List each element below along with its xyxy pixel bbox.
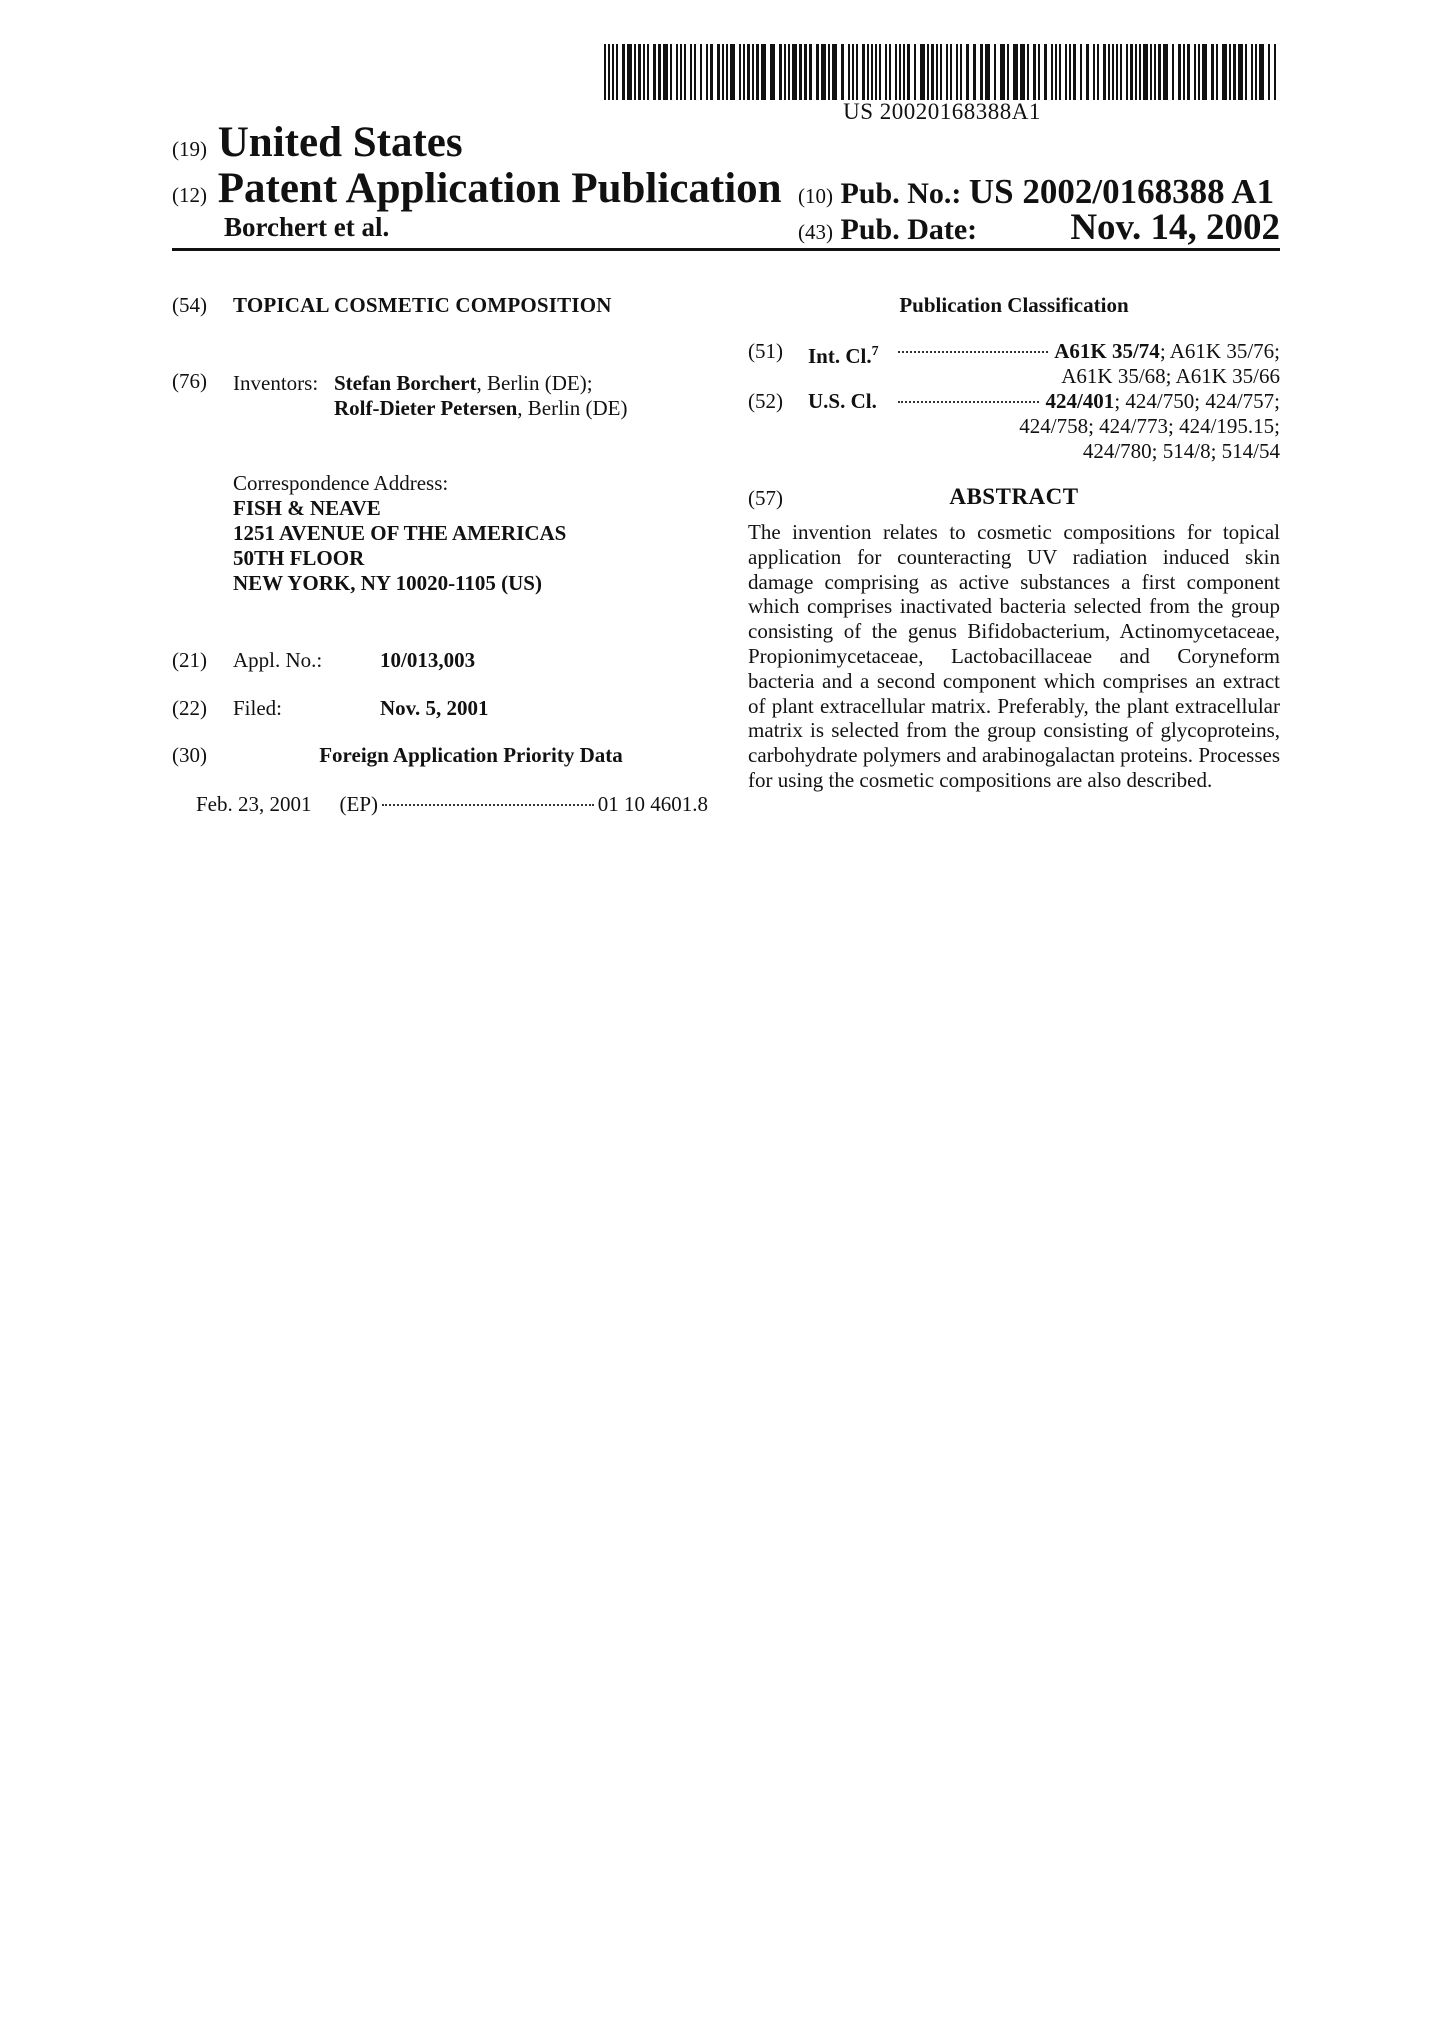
- inid-code-10: (10): [798, 184, 833, 208]
- publication-date-line: [798, 207, 1280, 252]
- publication-classification-heading: Publication Classification: [899, 293, 1129, 317]
- int-cl-label-text: Int. Cl.: [808, 344, 872, 368]
- int-cl-secondary: ; A61K 35/76;: [1159, 339, 1280, 363]
- int-cl-primary: A61K 35/74: [1054, 339, 1160, 363]
- publication-number: US 2002/0168388 A1: [968, 172, 1275, 211]
- inventor-1-name: Stefan Borchert: [334, 371, 477, 395]
- inventor-2-location: , Berlin (DE): [517, 396, 628, 420]
- inid-code-30: (30): [172, 743, 207, 767]
- correspondence-label: Correspondence Address:: [233, 471, 449, 495]
- inid-code-52: (52): [748, 389, 783, 413]
- publication-date: Nov. 14, 2002: [1070, 207, 1280, 248]
- abstract-heading: ABSTRACT: [949, 484, 1079, 509]
- publication-number-label: Pub. No.:: [840, 177, 962, 210]
- us-cl-label: U.S. Cl.: [808, 389, 877, 413]
- inventor-1: [334, 371, 593, 396]
- inid-code-22: (22): [172, 696, 207, 720]
- us-cl-continuation: 424/758; 424/773; 424/195.15;: [1019, 414, 1280, 438]
- inid-code-12: (12): [172, 183, 207, 207]
- inid-code-76: (76): [172, 369, 207, 393]
- inid-code-51: (51): [748, 339, 783, 363]
- invention-title: TOPICAL COSMETIC COMPOSITION: [233, 293, 612, 317]
- dot-leader: [382, 804, 594, 806]
- filed-date: Nov. 5, 2001: [380, 696, 489, 720]
- authors: Borchert et al.: [224, 212, 390, 242]
- int-cl-row: [892, 339, 1280, 364]
- inid-code-19: (19): [172, 137, 207, 161]
- inventor-1-location: , Berlin (DE);: [476, 371, 593, 395]
- correspondence-line: 1251 AVENUE OF THE AMERICAS: [233, 521, 567, 545]
- priority-number: 01 10 4601.8: [597, 792, 708, 816]
- inventor-2-name: Rolf-Dieter Petersen: [334, 396, 518, 420]
- inventor-2: [334, 396, 628, 421]
- publication-type: Patent Application Publication: [217, 165, 782, 212]
- country: United States: [217, 119, 463, 166]
- correspondence-line: FISH & NEAVE: [233, 496, 381, 520]
- abstract-text: The invention relates to cosmetic compositions for topical application for counteracting UV radiation induced skin damage comprising as active substances a first component which comprises inactivated bacteria selected from the group consisting of the genus Bifidobacterium, Actinomycetaceae, Propionimycetaceae, Lactobacillaceae and Coryneform bacteria and a second component which comprises an extract of plant extracellular matrix. Preferably, the plant extracellular matrix is selected from the group consisting of glycoproteins, carbohydrate polymers and arabinogalactan proteins. Processes for using the cosmetic compositions are also described.: [748, 520, 1280, 792]
- correspondence-line: 50TH FLOOR: [233, 546, 365, 570]
- int-cl-continuation: A61K 35/68; A61K 35/66: [1061, 364, 1280, 388]
- us-cl-primary: 424/401: [1045, 389, 1115, 413]
- inid-code-57: (57): [748, 486, 783, 510]
- priority-date: Feb. 23, 2001: [196, 792, 312, 816]
- dot-leader: [898, 401, 1039, 403]
- inid-code-43: (43): [798, 220, 833, 244]
- foreign-priority-heading: Foreign Application Priority Data: [319, 743, 623, 767]
- priority-row: [196, 792, 708, 817]
- us-cl-secondary: ; 424/750; 424/757;: [1114, 389, 1280, 413]
- correspondence-line: NEW YORK, NY 10020-1105 (US): [233, 571, 542, 595]
- dot-leader: [898, 351, 1048, 353]
- barcode-number: US 20020168388A1: [843, 99, 1041, 124]
- int-cl-edition: 7: [871, 344, 879, 359]
- application-number-label: Appl. No.:: [233, 648, 323, 672]
- priority-country: (EP): [339, 792, 378, 816]
- us-cl-row: [892, 389, 1280, 414]
- inid-code-21: (21): [172, 648, 207, 672]
- publication-date-label: Pub. Date:: [840, 213, 978, 246]
- barcode: [604, 44, 1280, 100]
- application-number: 10/013,003: [380, 648, 476, 672]
- filed-label: Filed:: [233, 696, 283, 720]
- header-rule: [172, 248, 1280, 251]
- inventors-label: Inventors:: [233, 371, 319, 395]
- inid-code-54: (54): [172, 293, 207, 317]
- us-cl-continuation: 424/780; 514/8; 514/54: [1082, 439, 1280, 463]
